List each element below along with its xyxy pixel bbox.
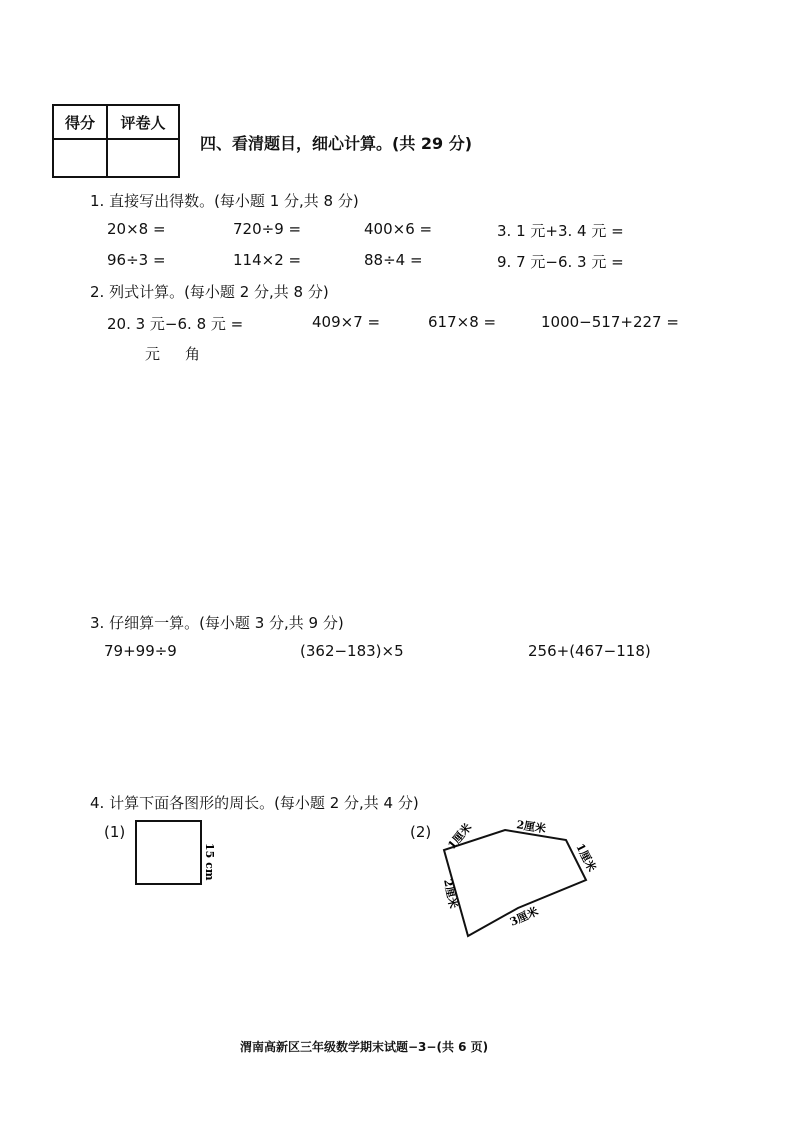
q1-item: 400×6 = xyxy=(364,220,433,238)
unit-yuan: 元 xyxy=(145,345,161,363)
figure-2-pentagon xyxy=(420,800,620,950)
side-label: 2厘米 xyxy=(515,818,547,836)
q1-item: 720÷9 = xyxy=(233,220,302,238)
figure-1-label: (1) xyxy=(104,823,126,841)
q1-item: 20×8 = xyxy=(107,220,166,238)
square-shape xyxy=(136,821,201,884)
q3-item: 79+99÷9 xyxy=(104,642,177,660)
q4-title: 4. 计算下面各图形的周长。(每小题 2 分,共 4 分) xyxy=(90,794,419,812)
q2-item: 409×7 = xyxy=(312,313,381,331)
q1-item: 96÷3 = xyxy=(107,251,166,269)
q3-item: 256+(467−118) xyxy=(528,642,651,660)
q3-item: (362−183)×5 xyxy=(300,642,404,660)
score-cell[interactable] xyxy=(53,139,107,177)
q2-title: 2. 列式计算。(每小题 2 分,共 8 分) xyxy=(90,283,329,301)
section-title: 四、看清题目，细心计算。(共 29 分) xyxy=(200,134,473,153)
q1-item: 114×2 = xyxy=(233,251,302,269)
q1-title: 1. 直接写出得数。(每小题 1 分,共 8 分) xyxy=(90,192,359,210)
figure-1-square xyxy=(130,815,230,890)
side-label: 3厘米 xyxy=(507,904,541,929)
unit-jiao: 角 xyxy=(185,345,201,363)
grader-cell[interactable] xyxy=(107,139,179,177)
score-header: 得分 xyxy=(53,105,107,139)
q3-title: 3. 仔细算一算。(每小题 3 分,共 9 分) xyxy=(90,614,344,632)
side-label: 1厘米 xyxy=(573,841,599,874)
q2-item: 1000−517+227 = xyxy=(541,313,679,331)
q1-item: 88÷4 = xyxy=(364,251,423,269)
q2-item: 20. 3 元−6. 8 元 = xyxy=(107,315,244,333)
q2-item: 617×8 = xyxy=(428,313,497,331)
figure-2-label: (2) xyxy=(410,823,432,841)
side-label: 1厘米 xyxy=(445,820,475,852)
side-label: 2厘米 xyxy=(441,877,460,910)
q1-item: 3. 1 元+3. 4 元 = xyxy=(497,222,624,240)
footer-page-info: 渭南高新区三年级数学期末试题−3−(共 6 页) xyxy=(240,1040,489,1054)
q1-item: 9. 7 元−6. 3 元 = xyxy=(497,253,624,271)
square-side-label: 15 cm xyxy=(203,843,216,881)
grader-header: 评卷人 xyxy=(107,105,179,139)
score-box xyxy=(52,104,180,178)
